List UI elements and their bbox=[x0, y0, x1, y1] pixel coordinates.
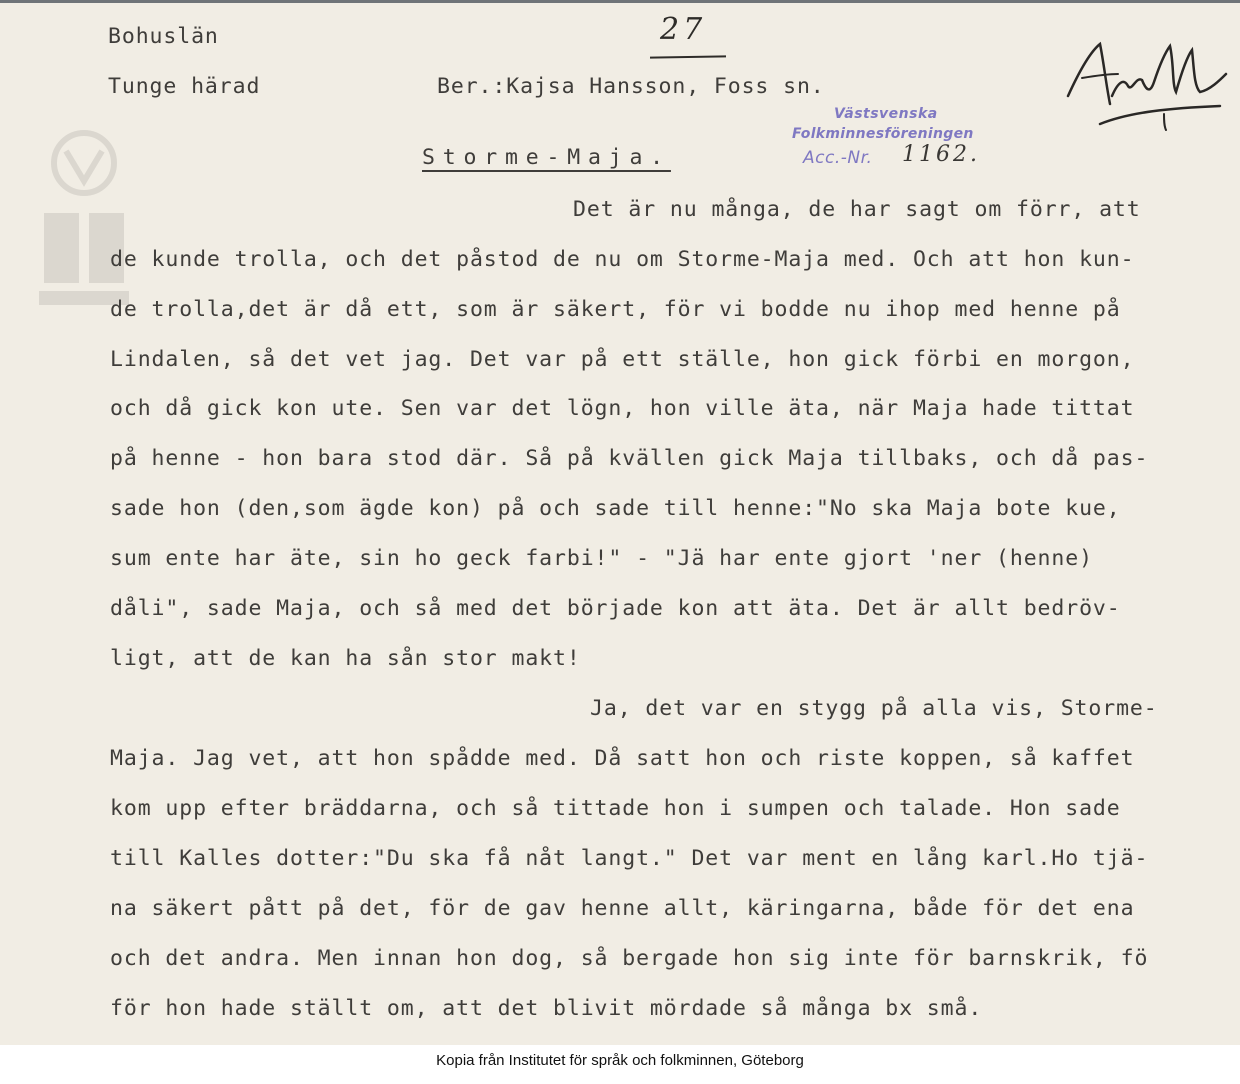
text-line: sade hon (den,som ägde kon) på och sade till henne:"No ska Maja bote kue, bbox=[110, 496, 1121, 521]
stamp-line-2: Folkminnesföreningen bbox=[792, 126, 974, 142]
text-line: sum ente har äte, sin ho geck farbi!" - "Jä har ente gjort 'ner (henne) bbox=[110, 546, 1093, 571]
stamp-acc-label: Acc.-Nr. bbox=[803, 148, 873, 168]
text-line: Lindalen, så det vet jag. Det var på ett ställe, hon gick förbi en morgon, bbox=[110, 347, 1135, 372]
text-line: och då gick kon ute. Sen var det lögn, hon ville äta, när Maja hade tittat bbox=[110, 396, 1135, 421]
text-line: kom upp efter bräddarna, och så tittade hon i sumpen och talade. Hon sade bbox=[110, 796, 1121, 821]
province-label: Bohuslän bbox=[108, 24, 219, 49]
informant-label: Ber.:Kajsa Hansson, Foss sn. bbox=[437, 74, 825, 99]
text-line: på henne - hon bara stod där. Så på kvällen gick Maja tillbaks, och då pas- bbox=[110, 446, 1149, 471]
archive-logo-watermark bbox=[34, 123, 134, 323]
text-line: de kunde trolla, och det påstod de nu om Storme-Maja med. Och att hon kun- bbox=[110, 247, 1135, 272]
text-line: dåli", sade Maja, och så med det började kon att äta. Det är allt bedröv- bbox=[110, 596, 1121, 621]
text-line: na säkert pått på det, för de gav henne allt, käringarna, både för det ena bbox=[110, 896, 1135, 921]
district-label: Tunge härad bbox=[108, 74, 261, 99]
accession-number: 1162. bbox=[902, 142, 980, 167]
text-line: Det är nu många, de har sagt om förr, att bbox=[573, 197, 1141, 222]
text-line: och det andra. Men innan hon dog, så bergade hon sig inte för barnskrik, fö bbox=[110, 946, 1149, 971]
text-line: Ja, det var en stygg på alla vis, Storme- bbox=[590, 696, 1158, 721]
page-number: 27 bbox=[660, 12, 707, 47]
handwritten-signature bbox=[1060, 34, 1230, 134]
text-line: de trolla,det är då ett, som är säkert, för vi bodde nu ihop med henne på bbox=[110, 297, 1121, 322]
text-line: för hon hade ställt om, att det blivit mördade så många bx små. bbox=[110, 996, 983, 1021]
text-line: ligt, att de kan ha sån stor makt! bbox=[110, 646, 581, 671]
document-title: Storme-Maja. bbox=[422, 145, 671, 170]
stamp-line-1: Västsvenska bbox=[834, 106, 938, 122]
footer-caption: Kopia från Institutet för språk och folkminnen, Göteborg bbox=[436, 1052, 804, 1069]
text-line: till Kalles dotter:"Du ska få nåt langt." Det var ment en lång karl.Ho tjä- bbox=[110, 846, 1149, 871]
text-line: Maja. Jag vet, att hon spådde med. Då satt hon och riste koppen, så kaffet bbox=[110, 746, 1135, 771]
